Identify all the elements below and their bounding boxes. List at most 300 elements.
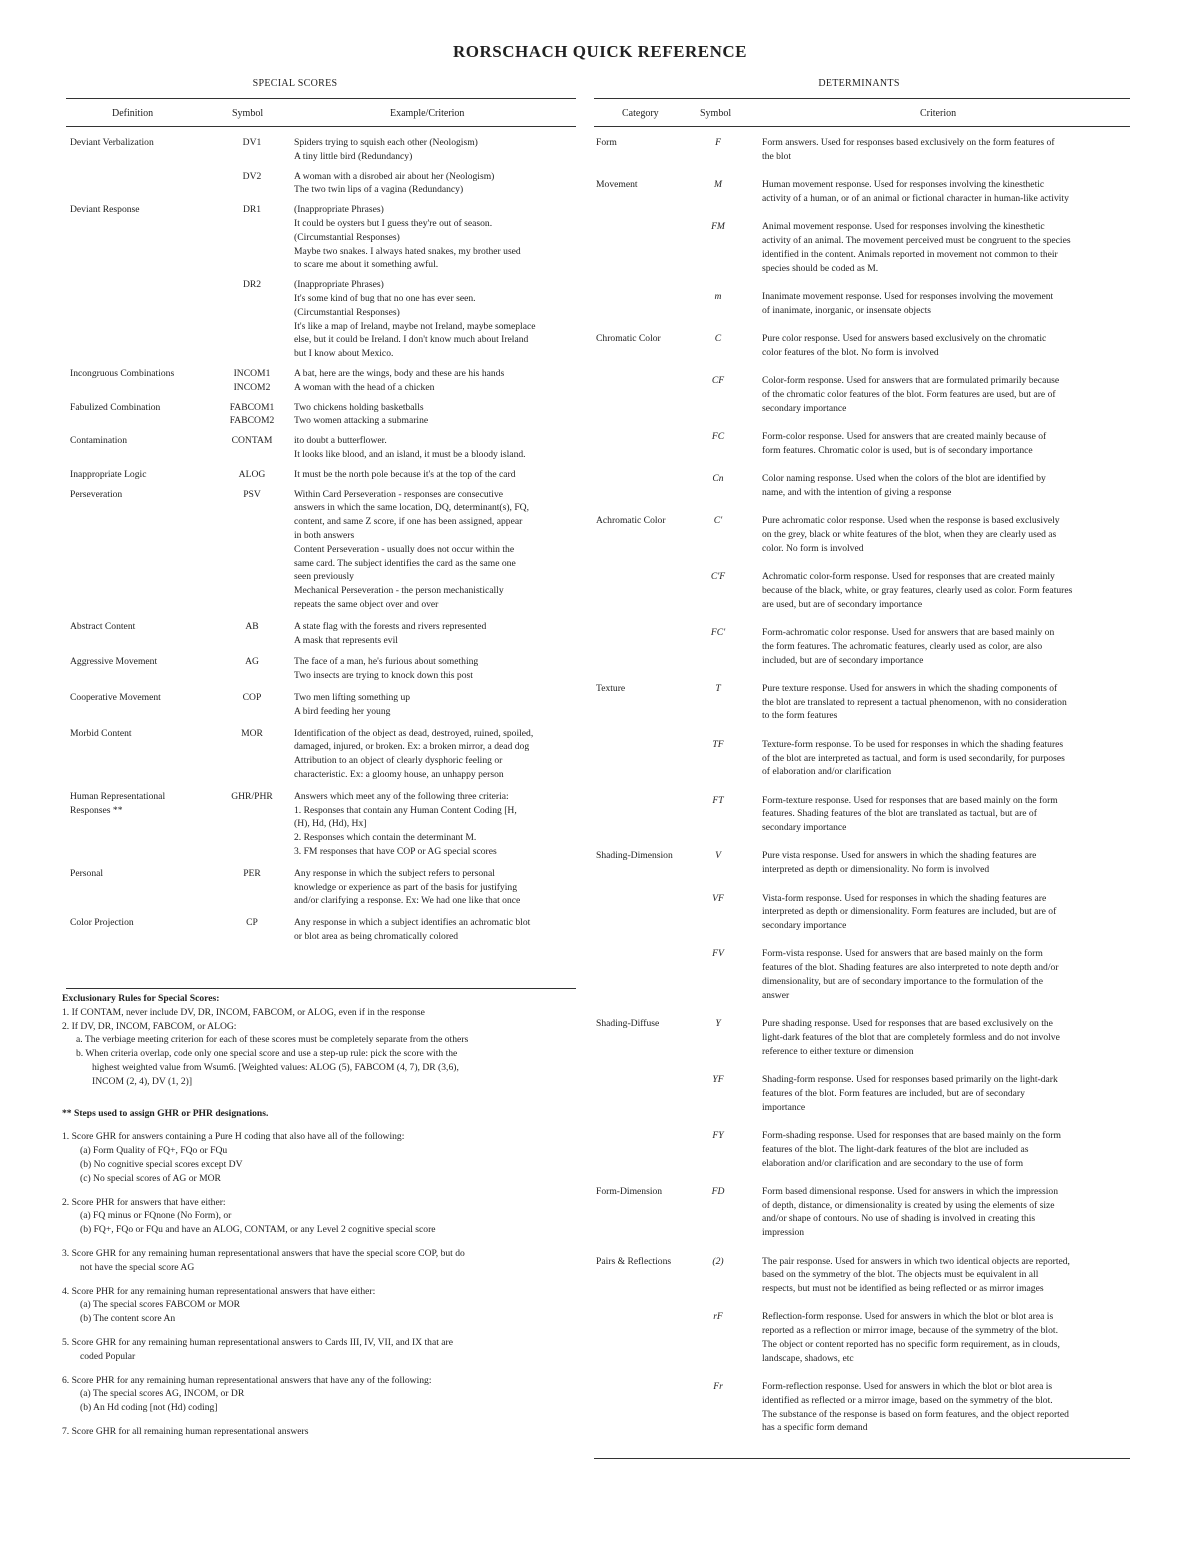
category-cell: Texture: [596, 682, 626, 694]
criterion-line: features. Shading features of the blot are translated as tactual, but are of: [762, 808, 1037, 820]
criterion-cell: [762, 178, 1124, 206]
example-line: Any response in which a subject identifies an achromatic blot: [294, 917, 531, 929]
example-cell: [294, 434, 578, 462]
determinant-row: [596, 1380, 1126, 1450]
example-cell: [294, 278, 578, 361]
criterion-line: Texture-form response. To be used for responses in which the shading features: [762, 738, 1064, 750]
symbol-cell: CP: [246, 917, 258, 929]
step-item: [62, 1130, 582, 1185]
symbol-cell: C': [713, 515, 723, 527]
criterion-line: of the chromatic color features of the blot. Form features are used, but are of: [762, 388, 1056, 400]
step-line: (c) No special scores of AG or MOR: [80, 1172, 221, 1184]
special-score-row: [70, 867, 576, 916]
exclusionary-rules: [62, 1006, 582, 1089]
criterion-line: interpreted as depth or dimensionality. Form features are included, but are of: [762, 906, 1057, 918]
criterion-cell: [762, 1310, 1124, 1365]
criterion-cell: [762, 947, 1124, 1002]
definition-cell: Aggressive Movement: [70, 656, 158, 668]
example-line: or blot area as being chromatically colored: [294, 930, 459, 942]
category-cell: Chromatic Color: [596, 332, 661, 344]
criterion-cell: [762, 570, 1124, 611]
step-line: not have the special score AG: [80, 1261, 195, 1273]
criterion-line: The object or content reported has no specific form requirement, as in clouds,: [762, 1339, 1060, 1350]
criterion-line: identified as reflected or a mirror image, based on the symmetry of the blot.: [762, 1394, 1053, 1406]
page-title: RORSCHACH QUICK REFERENCE: [453, 42, 747, 61]
definition-cell: Personal: [70, 867, 104, 879]
criterion-line: Form-texture response. Used for responses that are based mainly on the form: [762, 794, 1058, 806]
determinant-row: [596, 430, 1126, 472]
determinant-row: [596, 290, 1126, 332]
step-line: (b) The content score An: [80, 1313, 176, 1325]
step-line: 7. Score GHR for all remaining human representational answers: [62, 1425, 309, 1437]
symbol-cell: TF: [712, 738, 724, 750]
criterion-line: Pure shading response. Used for responses that are based exclusively on the: [762, 1018, 1053, 1030]
example-cell: [294, 468, 578, 482]
example-line: The face of a man, he's furious about something: [294, 656, 479, 668]
col-header-category: Category: [622, 108, 659, 119]
example-line: Any response in which the subject refers to personal: [294, 867, 495, 879]
symbol-cell: DV2: [242, 170, 262, 182]
symbol-cell: AG: [245, 656, 259, 668]
criterion-cell: [762, 1185, 1124, 1240]
criterion-line: the blot: [762, 150, 792, 162]
criterion-cell: [762, 1017, 1124, 1058]
determinant-row: [596, 472, 1126, 514]
criterion-cell: [762, 1129, 1124, 1170]
special-score-row: [70, 170, 576, 204]
example-line: (H), Hd, (Hd), Hx]: [294, 818, 367, 830]
example-line: A bat, here are the wings, body and these are his hands: [294, 367, 505, 379]
criterion-line: of inanimate, inorganic, or insensate objects: [762, 304, 931, 316]
criterion-line: Pure vista response. Used for answers in which the shading features are: [762, 850, 1037, 862]
special-score-row: [70, 916, 576, 950]
exclusionary-line: 1. If CONTAM, never include DV, DR, INCOM, FABCOM, or ALOG, even if in the response: [62, 1006, 425, 1018]
example-line: Two men lifting something up: [294, 691, 411, 703]
example-line: (Circumstantial Responses): [294, 306, 400, 318]
definition-cell: Contamination: [70, 435, 128, 447]
special-score-row: [70, 488, 576, 620]
category-cell: Pairs & Reflections: [596, 1255, 672, 1267]
criterion-line: Form-reflection response. Used for answers in which the blot or blot area is: [762, 1381, 1053, 1393]
special-scores-table: [70, 136, 576, 950]
example-line: It could be oysters but I guess they're out of season.: [294, 217, 493, 229]
criterion-line: Inanimate movement response. Used for responses involving the movement: [762, 290, 1054, 302]
symbol-cell: VF: [712, 892, 724, 904]
definition-cell: Color Projection: [70, 917, 134, 929]
divider: [66, 126, 576, 127]
criterion-line: respects, but must not be identified as being reflected or as mirror images: [762, 1283, 1044, 1295]
symbol-cell: FY: [712, 1129, 724, 1141]
example-line: A state flag with the forests and rivers represented: [294, 620, 487, 632]
criterion-line: identified in the content. Animals reported in movement not common to their: [762, 248, 1058, 260]
example-line: 2. Responses which contain the determinant M.: [294, 832, 477, 844]
divider: [66, 988, 576, 989]
category-cell: Movement: [596, 179, 638, 191]
example-line: Two insects are trying to knock down this post: [294, 670, 473, 682]
criterion-line: to the form features: [762, 710, 838, 722]
criterion-line: landscape, shadows, etc: [762, 1352, 854, 1364]
example-line: (Inappropriate Phrases): [294, 204, 384, 216]
example-line: Maybe two snakes. I always hated snakes, my brother used: [294, 245, 521, 257]
step-item: [62, 1196, 582, 1237]
definition-cell: Human Representational Responses **: [70, 790, 166, 816]
col-header-criterion: Criterion: [920, 108, 957, 119]
steps-heading: ** Steps used to assign GHR or PHR designations.: [62, 1107, 269, 1119]
symbol-cell: GHR/PHR: [231, 790, 273, 802]
exclusionary-line: 2. If DV, DR, INCOM, FABCOM, or ALOG:: [62, 1020, 237, 1032]
criterion-line: importance: [762, 1101, 806, 1113]
criterion-line: of depth, distance, or dimensionality is created by using the elements of size: [762, 1199, 1055, 1211]
definition-cell: Incongruous Combinations: [70, 367, 175, 379]
example-cell: [294, 620, 578, 648]
example-line: Answers which meet any of the following three criteria:: [294, 790, 509, 802]
determinant-row: [596, 1017, 1126, 1073]
criterion-line: activity of an animal. The movement perceived must be congruent to the species: [762, 234, 1071, 246]
example-line: Within Card Perseveration - responses are consecutive: [294, 488, 504, 500]
criterion-cell: [762, 738, 1124, 779]
exclusionary-line: b. When criteria overlap, code only one special score and use a step-up rule: pick the score with the: [76, 1048, 458, 1060]
determinant-row: [596, 626, 1126, 682]
criterion-cell: [762, 374, 1124, 415]
criterion-line: name, and with the intention of giving a response: [762, 486, 952, 498]
determinants-heading: DETERMINANTS: [818, 78, 900, 89]
symbol-cell: Y: [715, 1018, 721, 1030]
divider: [594, 126, 1130, 127]
example-line: and/or clarifying a response. Ex: We had one like that once: [294, 895, 521, 907]
symbol-cell: C: [714, 332, 722, 344]
symbol-cell: Fr: [713, 1381, 723, 1393]
criterion-line: the form features. The achromatic features, clearly used as color, are also: [762, 640, 1043, 652]
step-line: (a) Form Quality of FQ+, FQo or FQu: [80, 1145, 228, 1157]
special-score-row: [70, 468, 576, 488]
criterion-line: reported as a reflection or mirror image, because of the symmetry of the blot.: [762, 1325, 1058, 1337]
symbol-cell: FV: [712, 948, 724, 960]
criterion-line: Pure achromatic color response. Used when the response is based exclusively: [762, 515, 1060, 527]
criterion-cell: [762, 892, 1124, 933]
exclusionary-line: a. The verbiage meeting criterion for each of these scores must be completely separate from the others: [76, 1034, 469, 1046]
determinant-row: [596, 136, 1126, 178]
example-line: Attribution to an object of clearly dysphoric feeling or: [294, 755, 503, 767]
example-line: answers in which the same location, DQ, determinant(s), FQ,: [294, 502, 529, 514]
example-line: The two twin lips of a vagina (Redundancy): [294, 184, 464, 196]
criterion-line: features of the blot. Form features are included, but are of secondary: [762, 1087, 1025, 1099]
criterion-line: based on the symmetry of the blot. The objects must be equivalent in all: [762, 1269, 1039, 1281]
criterion-line: because of the black, white, or gray features, clearly used as color. Form features: [762, 584, 1073, 596]
special-score-row: [70, 434, 576, 468]
step-line: 6. Score PHR for any remaining human representational answers that have any of the following:: [62, 1374, 432, 1386]
example-line: else, but it could be Ireland. I don't know much about Ireland: [294, 334, 529, 346]
example-line: Spiders trying to squish each other (Neologism): [294, 137, 478, 148]
special-score-row: [70, 790, 576, 867]
determinants-table: [596, 136, 1126, 1450]
example-cell: [294, 655, 578, 683]
criterion-line: Form-color response. Used for answers that are created mainly because of: [762, 430, 1047, 442]
symbol-cell: M: [714, 179, 722, 191]
criterion-line: color. No form is involved: [762, 542, 864, 554]
special-score-row: [70, 655, 576, 691]
example-cell: [294, 790, 578, 859]
example-cell: [294, 367, 578, 395]
criterion-cell: [762, 332, 1124, 360]
example-line: (Inappropriate Phrases): [294, 279, 384, 291]
symbol-cell: F: [715, 137, 721, 148]
notes-section: [62, 992, 582, 1439]
symbol-cell: FC: [711, 430, 725, 442]
determinant-row: [596, 1073, 1126, 1129]
special-score-row: [70, 203, 576, 278]
special-score-row: [70, 727, 576, 790]
special-score-row: [70, 367, 576, 401]
step-line: (b) An Hd coding [not (Hd) coding]: [80, 1402, 218, 1414]
example-line: 3. FM responses that have COP or AG special scores: [294, 845, 497, 857]
criterion-cell: [762, 430, 1124, 458]
criterion-line: The pair response. Used for answers in which two identical objects are reported,: [762, 1255, 1070, 1267]
step-line: (a) The special scores FABCOM or MOR: [80, 1299, 241, 1311]
criterion-line: are used, but are of secondary importance: [762, 598, 923, 610]
symbol-cell: V: [715, 850, 721, 862]
criterion-cell: [762, 472, 1124, 500]
step-item: [62, 1285, 582, 1326]
determinant-row: [596, 947, 1126, 1017]
example-line: It looks like blood, and an island, it must be a bloody island.: [294, 448, 526, 460]
example-line: A bird feeding her young: [294, 705, 391, 717]
example-line: but I know about Mexico.: [294, 348, 394, 360]
symbol-cell: AB: [245, 620, 259, 632]
determinant-row: [596, 178, 1126, 220]
symbol-cell: rF: [713, 1311, 723, 1323]
divider: [594, 98, 1130, 99]
criterion-line: and/or shape of contours. No use of shading is involved in creating this: [762, 1213, 1036, 1225]
criterion-line: of the blot are interpreted as tactual, and form is used secondarily, for purposes: [762, 752, 1065, 764]
example-line: Content Perseveration - usually does not occur within the: [294, 543, 515, 555]
example-line: repeats the same object over and over: [294, 598, 439, 610]
special-score-row: [70, 401, 576, 435]
criterion-line: included, but are of secondary importance: [762, 654, 924, 666]
step-line: 2. Score PHR for answers that have either:: [62, 1196, 226, 1208]
criterion-cell: [762, 136, 1124, 164]
criterion-line: Form-achromatic color response. Used for answers that are based mainly on: [762, 626, 1055, 638]
col-header-example: Example/Criterion: [390, 108, 465, 119]
definition-cell: Inappropriate Logic: [70, 468, 147, 480]
criterion-line: Form-vista response. Used for answers that are based mainly on the form: [762, 948, 1043, 960]
example-line: Two chickens holding basketballs: [294, 401, 424, 413]
definition-cell: Cooperative Movement: [70, 691, 161, 703]
determinant-row: [596, 682, 1126, 738]
step-line: (a) FQ minus or FQnone (No Form), or: [80, 1210, 232, 1222]
criterion-line: interpreted as depth or dimensionality. No form is involved: [762, 864, 990, 876]
criterion-line: Color naming response. Used when the colors of the blot are identified by: [762, 473, 1046, 485]
example-line: A mask that represents evil: [294, 634, 398, 646]
category-cell: Form-Dimension: [596, 1185, 663, 1197]
criterion-cell: [762, 220, 1124, 275]
criterion-line: the blot are translated to represent a tactual phenomenon, with no consideration: [762, 696, 1067, 708]
criterion-line: reference to either texture or dimension: [762, 1045, 914, 1057]
criterion-cell: [762, 626, 1124, 667]
example-line: A tiny little bird (Redundancy): [294, 150, 413, 162]
criterion-line: light-dark features of the blot that are completely formless and do not involve: [762, 1031, 1060, 1043]
special-score-row: [70, 620, 576, 656]
determinant-row: [596, 794, 1126, 850]
special-score-row: [70, 278, 576, 367]
definition-cell: Deviant Response: [70, 204, 140, 216]
criterion-cell: [762, 1255, 1124, 1296]
criterion-line: Reflection-form response. Used for answers in which the blot or blot area is: [762, 1311, 1054, 1323]
example-cell: [294, 727, 578, 782]
example-line: ito doubt a butterflower.: [294, 435, 387, 447]
step-line: (b) FQ+, FQo or FQu and have an ALOG, CONTAM, or any Level 2 cognitive special score: [80, 1224, 436, 1236]
criterion-line: Human movement response. Used for responses involving the kinesthetic: [762, 179, 1045, 191]
col-header-symbol: Symbol: [232, 108, 264, 119]
exclusionary-line: highest weighted value from Wsum6. [Weighted values: ALOG (5), FABCOM (4, 7), DR (3,6),: [92, 1061, 459, 1073]
example-line: seen previously: [294, 571, 354, 583]
exclusionary-heading: Exclusionary Rules for Special Scores:: [62, 993, 220, 1004]
determinant-row: [596, 1185, 1126, 1255]
example-line: It's some kind of bug that no one has ever seen.: [294, 292, 476, 304]
determinant-row: [596, 374, 1126, 430]
step-item: [62, 1425, 582, 1439]
criterion-line: dimensionality, but are of secondary importance to the formulation of the: [762, 976, 1043, 988]
criterion-line: Pure color response. Used for answers based exclusively on the chromatic: [762, 332, 1047, 344]
criterion-line: features of the blot. Shading features are also interpreted to note depth and/or: [762, 962, 1059, 974]
criterion-line: impression: [762, 1227, 805, 1239]
special-score-row: [70, 136, 576, 170]
criterion-cell: [762, 290, 1124, 318]
category-cell: Achromatic Color: [596, 515, 666, 527]
definition-cell: Perseveration: [70, 488, 123, 500]
category-cell: Shading-Dimension: [596, 850, 673, 862]
step-line: 1. Score GHR for answers containing a Pure H coding that also have all of the following:: [62, 1131, 405, 1143]
criterion-cell: [762, 794, 1124, 835]
criterion-line: has a specific form demand: [762, 1422, 868, 1434]
criterion-cell: [762, 1380, 1124, 1435]
example-line: Identification of the object as dead, destroyed, ruined, spoiled,: [294, 727, 534, 739]
criterion-cell: [762, 1073, 1124, 1114]
criterion-line: Pure texture response. Used for answers in which the shading components of: [762, 682, 1058, 694]
step-line: 5. Score GHR for any remaining human representational answers to Cards III, IV, VII, and IX that are: [62, 1336, 454, 1348]
symbol-cell: YF: [712, 1074, 724, 1086]
symbol-cell: PER: [243, 867, 261, 879]
step-line: (b) No cognitive special scores except DV: [80, 1158, 243, 1170]
col-header-symbol: Symbol: [700, 108, 732, 119]
criterion-line: secondary importance: [762, 822, 847, 834]
symbol-cell: ALOG: [238, 468, 266, 480]
determinant-row: [596, 514, 1126, 570]
criterion-line: answer: [762, 989, 790, 1001]
criterion-line: Form answers. Used for responses based exclusively on the form features of: [762, 137, 1055, 148]
criterion-line: secondary importance: [762, 402, 847, 414]
determinant-row: [596, 1310, 1126, 1380]
definition-cell: Deviant Verbalization: [70, 137, 154, 148]
example-cell: [294, 691, 578, 719]
criterion-line: features of the blot. The light-dark features of the blot are included as: [762, 1143, 1029, 1155]
divider: [594, 1458, 1130, 1459]
determinant-row: [596, 332, 1126, 374]
definition-cell: Morbid Content: [70, 727, 132, 739]
criterion-cell: [762, 682, 1124, 723]
steps-list: [62, 1130, 582, 1438]
determinant-row: [596, 1129, 1126, 1185]
col-header-definition: Definition: [112, 108, 154, 119]
definition-cell: Abstract Content: [70, 620, 136, 632]
criterion-line: Achromatic color-form response. Used for responses that are created mainly: [762, 571, 1055, 583]
example-line: characteristic. Ex: a gloomy house, an unhappy person: [294, 768, 504, 780]
symbol-cell: m: [714, 290, 722, 302]
symbol-cell: FT: [712, 794, 724, 806]
category-cell: Form: [596, 137, 617, 148]
criterion-line: secondary importance: [762, 920, 847, 932]
example-line: damaged, injured, or broken. Ex: a broken mirror, a dead dog: [294, 741, 530, 753]
step-line: 4. Score PHR for any remaining human representational answers that have either:: [62, 1285, 376, 1297]
example-cell: [294, 203, 578, 272]
example-cell: [294, 867, 578, 908]
step-line: coded Popular: [80, 1350, 136, 1362]
symbol-cell: C'F: [710, 571, 726, 583]
special-scores-heading: SPECIAL SCORES: [252, 78, 338, 89]
criterion-cell: [762, 514, 1124, 555]
example-line: (Circumstantial Responses): [294, 231, 400, 243]
symbol-cell: MOR: [241, 727, 263, 739]
symbol-cell: FABCOM1 FABCOM2: [229, 401, 275, 427]
symbol-cell: Cn: [712, 473, 724, 485]
step-line: (a) The special scores AG, INCOM, or DR: [80, 1388, 245, 1400]
symbol-cell: FD: [711, 1185, 725, 1197]
step-line: 3. Score GHR for any remaining human representational answers that have the special score COP, but do: [62, 1247, 465, 1259]
example-line: knowledge or experience as part of the basis for justifying: [294, 881, 517, 893]
determinant-row: [596, 1255, 1126, 1311]
step-item: [62, 1374, 582, 1415]
criterion-line: of elaboration and/or clarification: [762, 766, 892, 778]
criterion-line: color features of the blot. No form is involved: [762, 346, 939, 358]
symbol-cell: FC': [710, 626, 726, 638]
criterion-line: Color-form response. Used for answers that are formulated primarily because: [762, 375, 1060, 387]
example-cell: [294, 170, 578, 198]
determinant-row: [596, 892, 1126, 948]
criterion-line: on the grey, black or white features of the blot, when they are clearly used as: [762, 528, 1057, 540]
example-line: Mechanical Perseveration - the person mechanistically: [294, 585, 504, 597]
example-line: It must be the north pole because it's at the top of the card: [294, 468, 516, 480]
symbol-cell: FM: [711, 221, 725, 233]
symbol-cell: CF: [711, 375, 725, 387]
criterion-line: activity of a human, or of an animal or fictional character in human-like activity: [762, 192, 1069, 204]
example-cell: [294, 136, 578, 164]
symbol-cell: COP: [242, 691, 262, 703]
example-line: 1. Responses that contain any Human Content Coding [H,: [294, 804, 517, 816]
criterion-line: Shading-form response. Used for responses based primarily on the light-dark: [762, 1074, 1058, 1086]
symbol-cell: DR1: [242, 204, 262, 216]
step-item: [62, 1247, 582, 1275]
criterion-line: Form based dimensional response. Used for answers in which the impression: [762, 1185, 1059, 1197]
criterion-line: elaboration and/or clarification and are secondary to the use of form: [762, 1157, 1024, 1169]
criterion-line: Animal movement response. Used for responses involving the kinesthetic: [762, 221, 1045, 233]
step-item: [62, 1336, 582, 1364]
symbol-cell: INCOM1 INCOM2: [233, 367, 271, 393]
symbol-cell: PSV: [243, 488, 261, 500]
determinant-row: [596, 220, 1126, 290]
symbol-cell: (2): [712, 1255, 724, 1267]
criterion-cell: [762, 849, 1124, 877]
criterion-line: species should be coded as M.: [762, 262, 879, 274]
symbol-cell: T: [715, 682, 721, 694]
example-cell: [294, 916, 578, 944]
example-cell: [294, 401, 578, 429]
definition-cell: Fabulized Combination: [70, 401, 161, 413]
divider: [66, 98, 576, 99]
determinant-row: [596, 849, 1126, 891]
example-line: A woman with the head of a chicken: [294, 381, 435, 393]
example-line: content, and same Z score, if one has been assigned, appear: [294, 516, 523, 528]
symbol-cell: DV1: [242, 137, 262, 148]
determinant-row: [596, 570, 1126, 626]
